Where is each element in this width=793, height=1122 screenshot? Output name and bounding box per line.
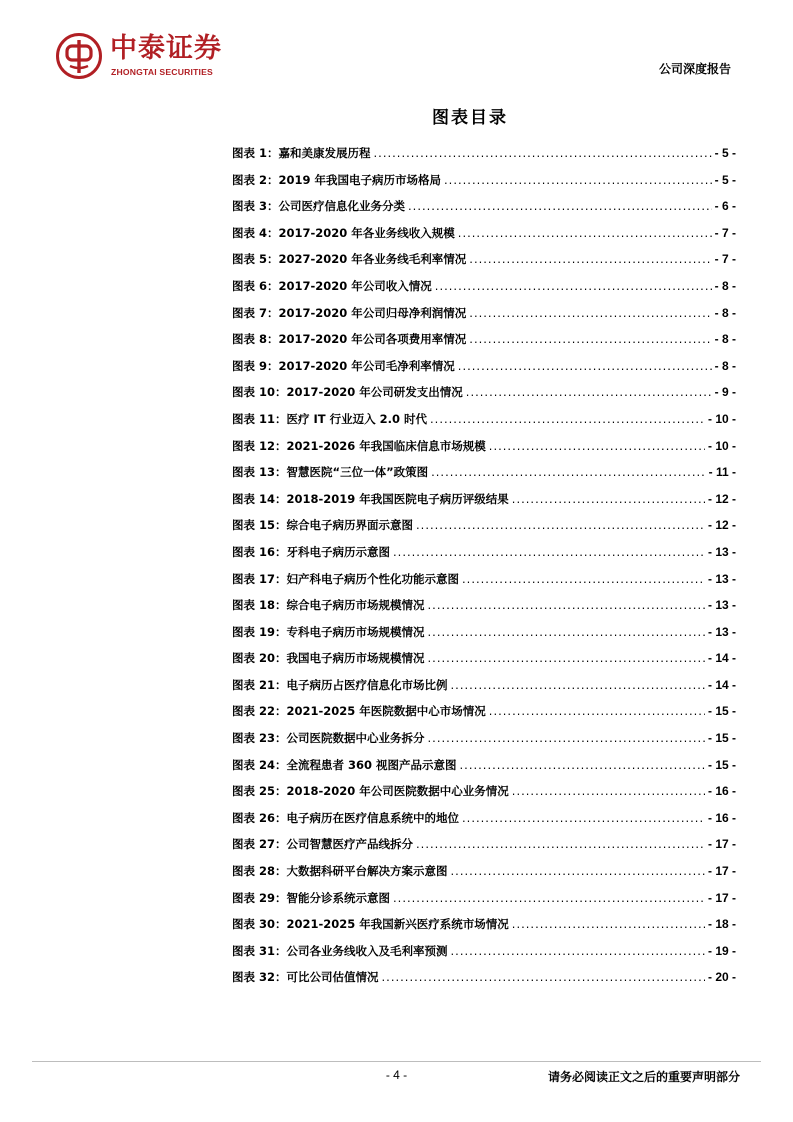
toc-entry-label: 图表 30：2021-2025 年我国新兴医疗系统市场情况 bbox=[232, 917, 509, 932]
toc-entry[interactable] bbox=[232, 964, 736, 991]
toc-leader-dots bbox=[460, 752, 705, 779]
toc-entry[interactable] bbox=[232, 911, 736, 938]
toc-entry[interactable] bbox=[232, 858, 736, 885]
toc-entry-page: - 17 - bbox=[707, 864, 736, 879]
toc-entry-label: 图表 23：公司医院数据中心业务拆分 bbox=[232, 731, 425, 746]
toc-entry-label: 图表 17：妇产科电子病历个性化功能示意图 bbox=[232, 571, 460, 586]
toc-entry[interactable] bbox=[232, 167, 736, 194]
toc-leader-dots bbox=[428, 725, 705, 752]
toc-entry-page: - 8 - bbox=[714, 358, 736, 373]
toc-entry[interactable] bbox=[232, 592, 736, 619]
toc-entry-page: - 14 - bbox=[707, 677, 736, 692]
toc-entry-page: - 7 - bbox=[714, 225, 736, 240]
toc-entry-page: - 16 - bbox=[707, 784, 736, 799]
toc-entry-label: 图表 29：智能分诊系统示意图 bbox=[232, 890, 391, 905]
toc-entry[interactable] bbox=[232, 326, 736, 353]
toc-entry-page: - 13 - bbox=[707, 544, 736, 559]
toc-entry-label: 图表 32：可比公司估值情况 bbox=[232, 970, 379, 985]
toc-entry-page: - 6 - bbox=[714, 199, 736, 214]
toc-entry-label: 图表 25：2018-2020 年公司医院数据中心业务情况 bbox=[232, 784, 509, 799]
zhongtai-logo-icon bbox=[56, 33, 102, 79]
toc-leader-dots bbox=[431, 459, 706, 486]
toc-entry[interactable] bbox=[232, 140, 736, 167]
footer-divider bbox=[32, 1061, 761, 1062]
toc-entry-label: 图表 2：2019 年我国电子病历市场格局 bbox=[232, 172, 442, 187]
toc-entry-label: 图表 7：2017-2020 年公司归母净利润情况 bbox=[232, 305, 467, 320]
toc-entry-page: - 18 - bbox=[707, 917, 736, 932]
toc-leader-dots bbox=[512, 911, 705, 938]
toc-entry[interactable] bbox=[232, 805, 736, 832]
toc-entry[interactable] bbox=[232, 725, 736, 752]
brand-name-en: ZHONGTAI SECURITIES bbox=[111, 67, 213, 77]
company-logo bbox=[56, 33, 246, 81]
toc-entry-label: 图表 12：2021-2026 年我国临床信息市场规模 bbox=[232, 438, 486, 453]
footer-disclaimer: 请务必阅读正文之后的重要声明部分 bbox=[547, 1070, 740, 1084]
toc-leader-dots bbox=[466, 379, 712, 406]
toc-leader-dots bbox=[408, 193, 712, 220]
toc-entry[interactable] bbox=[232, 698, 736, 725]
toc-leader-dots bbox=[428, 619, 705, 646]
toc-leader-dots bbox=[430, 406, 705, 433]
toc-entry-label: 图表 16：牙科电子病历示意图 bbox=[232, 544, 391, 559]
toc-entry[interactable] bbox=[232, 379, 736, 406]
toc-entry-page: - 5 - bbox=[714, 172, 736, 187]
toc-entry-label: 图表 1：嘉和美康发展历程 bbox=[232, 146, 371, 160]
toc-leader-dots bbox=[374, 140, 712, 167]
toc-entry-page: - 12 - bbox=[707, 518, 736, 533]
toc-entry-label: 图表 5：2027-2020 年各业务线毛利率情况 bbox=[232, 252, 467, 267]
toc-leader-dots bbox=[451, 672, 705, 699]
toc-entry-label: 图表 14：2018-2019 年我国医院电子病历评级结果 bbox=[232, 491, 509, 506]
toc-entry[interactable] bbox=[232, 246, 736, 273]
toc-entry-page: - 8 - bbox=[714, 305, 736, 320]
toc-leader-dots bbox=[462, 805, 705, 832]
toc-leader-dots bbox=[512, 486, 705, 513]
page-number: - 4 - bbox=[385, 1068, 408, 1082]
toc-entry[interactable] bbox=[232, 433, 736, 460]
toc-leader-dots bbox=[428, 645, 705, 672]
toc-entry[interactable] bbox=[232, 459, 736, 486]
toc-entry-label: 图表 6：2017-2020 年公司收入情况 bbox=[232, 278, 432, 293]
toc-leader-dots bbox=[512, 778, 705, 805]
toc-entry-page: - 17 - bbox=[707, 890, 736, 905]
toc-leader-dots bbox=[458, 353, 712, 380]
toc-entry-page: - 12 - bbox=[707, 491, 736, 506]
toc-leader-dots bbox=[469, 300, 711, 327]
toc-entry-page: - 13 - bbox=[707, 624, 736, 639]
toc-leader-dots bbox=[462, 566, 705, 593]
toc-entry-label: 图表 22：2021-2025 年医院数据中心市场情况 bbox=[232, 704, 486, 719]
report-type-label: 公司深度报告 bbox=[658, 62, 731, 76]
toc-leader-dots bbox=[469, 246, 711, 273]
toc-entry-page: - 20 - bbox=[707, 970, 736, 985]
toc-leader-dots bbox=[393, 885, 705, 912]
brand-name-cn: 中泰证券 bbox=[110, 33, 222, 64]
toc-entry-page: - 13 - bbox=[707, 571, 736, 586]
figure-list bbox=[232, 140, 736, 991]
toc-entry-page: - 8 - bbox=[714, 332, 736, 347]
toc-entry[interactable] bbox=[232, 273, 736, 300]
toc-entry[interactable] bbox=[232, 831, 736, 858]
toc-entry-label: 图表 15：综合电子病历界面示意图 bbox=[232, 518, 414, 533]
toc-entry-page: - 19 - bbox=[707, 943, 736, 958]
toc-entry-label: 图表 11：医疗 IT 行业迈入 2.0 时代 bbox=[232, 411, 428, 426]
toc-entry[interactable] bbox=[232, 778, 736, 805]
toc-leader-dots bbox=[435, 273, 712, 300]
toc-entry-page: - 7 - bbox=[714, 252, 736, 267]
toc-entry[interactable] bbox=[232, 353, 736, 380]
toc-entry-page: - 15 - bbox=[707, 757, 736, 772]
toc-entry-page: - 13 - bbox=[707, 598, 736, 613]
toc-entry-page: - 15 - bbox=[707, 731, 736, 746]
toc-leader-dots bbox=[451, 938, 705, 965]
toc-entry[interactable] bbox=[232, 566, 736, 593]
toc-entry[interactable] bbox=[232, 938, 736, 965]
toc-leader-dots bbox=[428, 592, 705, 619]
toc-entry-page: - 10 - bbox=[707, 438, 736, 453]
toc-entry-page: - 5 - bbox=[714, 146, 736, 160]
toc-entry[interactable] bbox=[232, 512, 736, 539]
toc-entry-page: - 16 - bbox=[707, 810, 736, 825]
toc-leader-dots bbox=[393, 539, 705, 566]
toc-entry-label: 图表 18：综合电子病历市场规模情况 bbox=[232, 598, 425, 613]
toc-entry-label: 图表 28：大数据科研平台解决方案示意图 bbox=[232, 864, 448, 879]
toc-entry[interactable] bbox=[232, 619, 736, 646]
toc-entry-label: 图表 19：专科电子病历市场规模情况 bbox=[232, 624, 425, 639]
toc-leader-dots bbox=[382, 964, 705, 991]
toc-leader-dots bbox=[458, 220, 712, 247]
toc-leader-dots bbox=[489, 433, 705, 460]
toc-leader-dots bbox=[416, 831, 705, 858]
toc-entry[interactable] bbox=[232, 539, 736, 566]
toc-leader-dots bbox=[469, 326, 711, 353]
toc-entry[interactable] bbox=[232, 486, 736, 513]
toc-entry-page: - 9 - bbox=[714, 385, 736, 400]
toc-entry[interactable] bbox=[232, 752, 736, 779]
toc-entry[interactable] bbox=[232, 672, 736, 699]
toc-entry-label: 图表 20：我国电子病历市场规模情况 bbox=[232, 651, 425, 666]
toc-entry-label: 图表 4：2017-2020 年各业务线收入规模 bbox=[232, 225, 455, 240]
toc-entry[interactable] bbox=[232, 406, 736, 433]
toc-entry-label: 图表 10：2017-2020 年公司研发支出情况 bbox=[232, 385, 463, 400]
toc-entry[interactable] bbox=[232, 300, 736, 327]
toc-entry-label: 图表 3：公司医疗信息化业务分类 bbox=[232, 199, 406, 214]
toc-entry-label: 图表 24：全流程患者 360 视图产品示意图 bbox=[232, 757, 457, 772]
toc-entry-label: 图表 13：智慧医院“三位一体”政策图 bbox=[232, 465, 429, 480]
toc-entry-label: 图表 31：公司各业务线收入及毛利率预测 bbox=[232, 943, 448, 958]
toc-entry-label: 图表 26：电子病历在医疗信息系统中的地位 bbox=[232, 810, 460, 825]
toc-entry-label: 图表 9：2017-2020 年公司毛净利率情况 bbox=[232, 358, 455, 373]
toc-entry[interactable] bbox=[232, 220, 736, 247]
toc-title: 图表目录 bbox=[432, 108, 508, 128]
toc-entry-page: - 14 - bbox=[707, 651, 736, 666]
toc-leader-dots bbox=[489, 698, 705, 725]
toc-leader-dots bbox=[444, 167, 712, 194]
toc-entry-page: - 10 - bbox=[707, 411, 736, 426]
toc-leader-dots bbox=[416, 512, 705, 539]
toc-entry-page: - 17 - bbox=[707, 837, 736, 852]
toc-entry-label: 图表 27：公司智慧医疗产品线拆分 bbox=[232, 837, 414, 852]
toc-entry-page: - 8 - bbox=[714, 278, 736, 293]
toc-entry-label: 图表 21：电子病历占医疗信息化市场比例 bbox=[232, 677, 448, 692]
toc-entry-page: - 15 - bbox=[707, 704, 736, 719]
toc-leader-dots bbox=[451, 858, 705, 885]
toc-entry-page: - 11 - bbox=[708, 465, 736, 480]
toc-entry[interactable] bbox=[232, 193, 736, 220]
toc-entry[interactable] bbox=[232, 645, 736, 672]
toc-entry-label: 图表 8：2017-2020 年公司各项费用率情况 bbox=[232, 332, 467, 347]
toc-entry[interactable] bbox=[232, 885, 736, 912]
